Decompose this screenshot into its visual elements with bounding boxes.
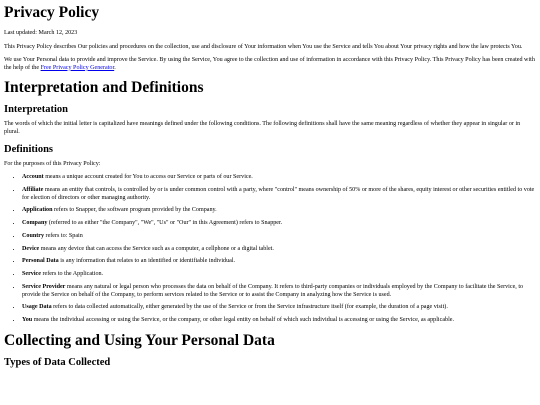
definition-item <box>22 233 536 241</box>
definition-term: Country <box>22 232 45 239</box>
intro-paragraph-2 <box>4 57 536 72</box>
definition-text: (referred to as either "the Company", "We", "Us" or "Our" in this Agreement) refers to Snapper. <box>47 220 283 227</box>
interpretation-text: The words of which the initial letter is capitalized have meanings defined under the following conditions. The following definitions shall have the same meaning regardless of whether they appear in singular or in plural. <box>4 121 521 135</box>
definition-item <box>22 174 536 182</box>
definition-term: Usage Data <box>22 304 52 311</box>
subheading-types-of-data: Types of Data Collected <box>4 356 111 368</box>
definition-text: means an entity that controls, is controlled by or is under common control with a party, where "control" means ownership of 50% or more of the shares, equity interest or other securities entitled to vote for election of directors or other managing authority. <box>22 186 535 201</box>
definitions-intro: For the purposes of this Privacy Policy: <box>4 160 101 167</box>
definition-item <box>22 258 536 266</box>
definition-item <box>22 304 536 312</box>
section-heading-interpretation-definitions: Interpretation and Definitions <box>4 79 204 97</box>
definition-term: Personal Data <box>22 258 59 265</box>
definition-text: is any information that relates to an identified or identifiable individual. <box>58 258 236 265</box>
subheading-interpretation: Interpretation <box>4 104 68 116</box>
definition-term: Account <box>22 174 44 181</box>
definition-text: means a unique account created for You to access our Service or parts of our Service. <box>43 174 253 181</box>
definition-item <box>22 187 536 202</box>
definitions-list <box>4 174 536 325</box>
intro-paragraph-1: This Privacy Policy describes Our policies and procedures on the collection, use and disclosure of Your information when You use the Service and tells You about Your privacy rights and how the law protects You. <box>4 43 523 50</box>
definition-term: Affiliate <box>22 186 44 193</box>
definition-text: means any natural or legal person who processes the data on behalf of the Company. It refers to third-party companies or individuals employed by the Company to facilitate the Service, to provide the Service on behalf of the Company, to perform services related to the Service or to assist the Company in analyzing how the Service is used. <box>22 284 524 298</box>
definition-term: Application <box>22 207 53 214</box>
last-updated: Last updated: March 12, 2023 <box>4 30 78 36</box>
definition-item <box>22 207 536 215</box>
page-title: Privacy Policy <box>4 4 100 21</box>
definition-text: means any device that can access the Service such as a computer, a cellphone or a digital tablet. <box>39 245 274 252</box>
subheading-definitions: Definitions <box>4 143 54 155</box>
definition-item <box>22 284 536 299</box>
definition-term: Company <box>22 220 48 227</box>
definition-text: refers to the Application. <box>40 271 104 278</box>
definition-text: refers to data collected automatically, either generated by the use of the Service or from the Service infrastructure itself (for example, the duration of a page visit). <box>51 304 448 311</box>
definition-text: refers to Snapper, the software program provided by the Company. <box>52 207 217 214</box>
definition-term: Service <box>22 271 41 278</box>
definition-item <box>22 220 536 228</box>
intro-paragraph-2-text: We use Your Personal data to provide and improve the Service. By using the Service, You agree to the collection and use of information in accordance with this Privacy Policy. This Privacy Policy has been created with the help of the <box>4 57 535 71</box>
definition-item <box>22 246 536 254</box>
definition-term: Device <box>22 245 40 252</box>
definition-text: means the individual accessing or using the Service, or the company, or other legal entity on behalf of which such individual is accessing or using the Service, as applicable. <box>32 317 454 324</box>
definition-term: Service Provider <box>22 284 66 290</box>
section-heading-collecting-using: Collecting and Using Your Personal Data <box>4 331 275 349</box>
definition-item <box>22 271 536 279</box>
intro-paragraph-2-end: . <box>114 64 116 71</box>
definition-item <box>22 317 536 325</box>
privacy-policy-generator-link[interactable]: Free Privacy Policy Generator <box>40 64 115 71</box>
definition-term: You <box>22 317 33 324</box>
definition-text: refers to: Spain <box>44 232 83 239</box>
